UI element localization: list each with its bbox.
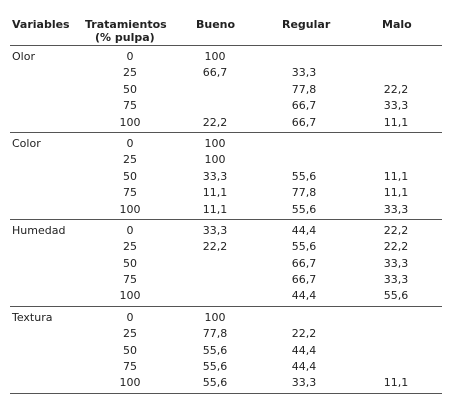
tratamiento-cell: 75 bbox=[123, 186, 137, 200]
table-group bbox=[10, 307, 442, 394]
regular-cell: 55,6 bbox=[291, 202, 317, 216]
regular-cell: 55,6 bbox=[291, 240, 317, 254]
table-header bbox=[10, 15, 442, 46]
malo-cell: 11,1 bbox=[383, 169, 409, 183]
malo-cell: 22,2 bbox=[383, 82, 409, 96]
bueno-cell: 100 bbox=[204, 136, 226, 150]
tratamiento-cell: 0 bbox=[126, 136, 134, 150]
bueno-cell: 11,1 bbox=[202, 186, 228, 200]
table-row bbox=[10, 65, 442, 81]
variable-cell: Olor bbox=[12, 50, 35, 63]
regular-cell: 66,7 bbox=[291, 99, 317, 113]
regular-cell: 66,7 bbox=[291, 273, 317, 287]
tratamiento-cell: 0 bbox=[126, 50, 134, 63]
regular-cell: 44,4 bbox=[291, 360, 317, 374]
malo-cell: 33,3 bbox=[383, 256, 409, 270]
regular-cell: 44,4 bbox=[291, 289, 317, 303]
table-row bbox=[10, 375, 442, 391]
table-row bbox=[10, 202, 442, 218]
malo-cell: 33,3 bbox=[383, 99, 409, 113]
header-malo: Malo bbox=[382, 18, 412, 31]
table-row bbox=[10, 288, 442, 304]
table-row bbox=[10, 272, 442, 288]
tratamiento-cell: 50 bbox=[123, 256, 137, 270]
results-table bbox=[10, 15, 442, 394]
header-tratamientos-line1: Tratamientos bbox=[85, 18, 167, 31]
table-row bbox=[10, 256, 442, 272]
regular-cell: 66,7 bbox=[291, 256, 317, 270]
table-row bbox=[10, 49, 442, 65]
table-row bbox=[10, 359, 442, 375]
table-group bbox=[10, 220, 442, 307]
table-row bbox=[10, 326, 442, 342]
tratamiento-cell: 25 bbox=[123, 327, 137, 341]
table-row bbox=[10, 82, 442, 98]
bueno-cell: 55,6 bbox=[202, 376, 228, 390]
bueno-cell: 77,8 bbox=[202, 327, 228, 341]
malo-cell: 55,6 bbox=[383, 289, 409, 303]
table-row bbox=[10, 310, 442, 326]
regular-cell: 55,6 bbox=[291, 169, 317, 183]
tratamiento-cell: 100 bbox=[119, 289, 141, 303]
bueno-cell: 33,3 bbox=[202, 223, 228, 237]
header-tratamientos-line2: (% pulpa) bbox=[95, 31, 155, 44]
malo-cell: 33,3 bbox=[383, 202, 409, 216]
bueno-cell: 22,2 bbox=[202, 115, 228, 129]
bueno-cell: 100 bbox=[204, 310, 226, 324]
header-bueno: Bueno bbox=[196, 18, 236, 31]
tratamiento-cell: 25 bbox=[123, 66, 137, 80]
table-row bbox=[10, 169, 442, 185]
bueno-cell: 100 bbox=[204, 153, 226, 167]
header-tratamientos bbox=[85, 18, 175, 44]
bueno-cell: 55,6 bbox=[202, 343, 228, 357]
table-group bbox=[10, 133, 442, 220]
malo-cell: 22,2 bbox=[383, 223, 409, 237]
tratamiento-cell: 50 bbox=[123, 169, 137, 183]
table-row bbox=[10, 152, 442, 168]
bueno-cell: 55,6 bbox=[202, 360, 228, 374]
bueno-cell: 33,3 bbox=[202, 169, 228, 183]
regular-cell: 44,4 bbox=[291, 223, 317, 237]
tratamiento-cell: 25 bbox=[123, 240, 137, 254]
regular-cell: 33,3 bbox=[291, 376, 317, 390]
malo-cell: 11,1 bbox=[383, 115, 409, 129]
malo-cell: 22,2 bbox=[383, 240, 409, 254]
regular-cell: 77,8 bbox=[291, 186, 317, 200]
bueno-cell: 66,7 bbox=[202, 66, 228, 80]
table-group bbox=[10, 46, 442, 133]
regular-cell: 66,7 bbox=[291, 115, 317, 129]
tratamiento-cell: 75 bbox=[123, 273, 137, 287]
regular-cell: 44,4 bbox=[291, 343, 317, 357]
regular-cell: 22,2 bbox=[291, 327, 317, 341]
variable-cell: Textura bbox=[12, 310, 53, 324]
table-body bbox=[10, 46, 442, 394]
bueno-cell: 11,1 bbox=[202, 202, 228, 216]
tratamiento-cell: 50 bbox=[123, 343, 137, 357]
tratamiento-cell: 100 bbox=[119, 115, 141, 129]
tratamiento-cell: 0 bbox=[126, 223, 134, 237]
header-variables: Variables bbox=[12, 18, 70, 31]
table-row bbox=[10, 223, 442, 239]
table-row bbox=[10, 136, 442, 152]
malo-cell: 11,1 bbox=[383, 186, 409, 200]
tratamiento-cell: 0 bbox=[126, 310, 134, 324]
bueno-cell: 100 bbox=[204, 50, 226, 63]
tratamiento-cell: 100 bbox=[119, 202, 141, 216]
table-row bbox=[10, 98, 442, 114]
regular-cell: 33,3 bbox=[291, 66, 317, 80]
regular-cell: 77,8 bbox=[291, 82, 317, 96]
table-row bbox=[10, 115, 442, 131]
malo-cell: 33,3 bbox=[383, 273, 409, 287]
tratamiento-cell: 75 bbox=[123, 360, 137, 374]
tratamiento-cell: 75 bbox=[123, 99, 137, 113]
tratamiento-cell: 25 bbox=[123, 153, 137, 167]
header-regular: Regular bbox=[282, 18, 331, 31]
bueno-cell: 22,2 bbox=[202, 240, 228, 254]
table-row bbox=[10, 239, 442, 255]
variable-cell: Color bbox=[12, 136, 41, 150]
malo-cell: 11,1 bbox=[383, 376, 409, 390]
table-row bbox=[10, 185, 442, 201]
tratamiento-cell: 100 bbox=[119, 376, 141, 390]
tratamiento-cell: 50 bbox=[123, 82, 137, 96]
table-row bbox=[10, 343, 442, 359]
variable-cell: Humedad bbox=[12, 223, 66, 237]
